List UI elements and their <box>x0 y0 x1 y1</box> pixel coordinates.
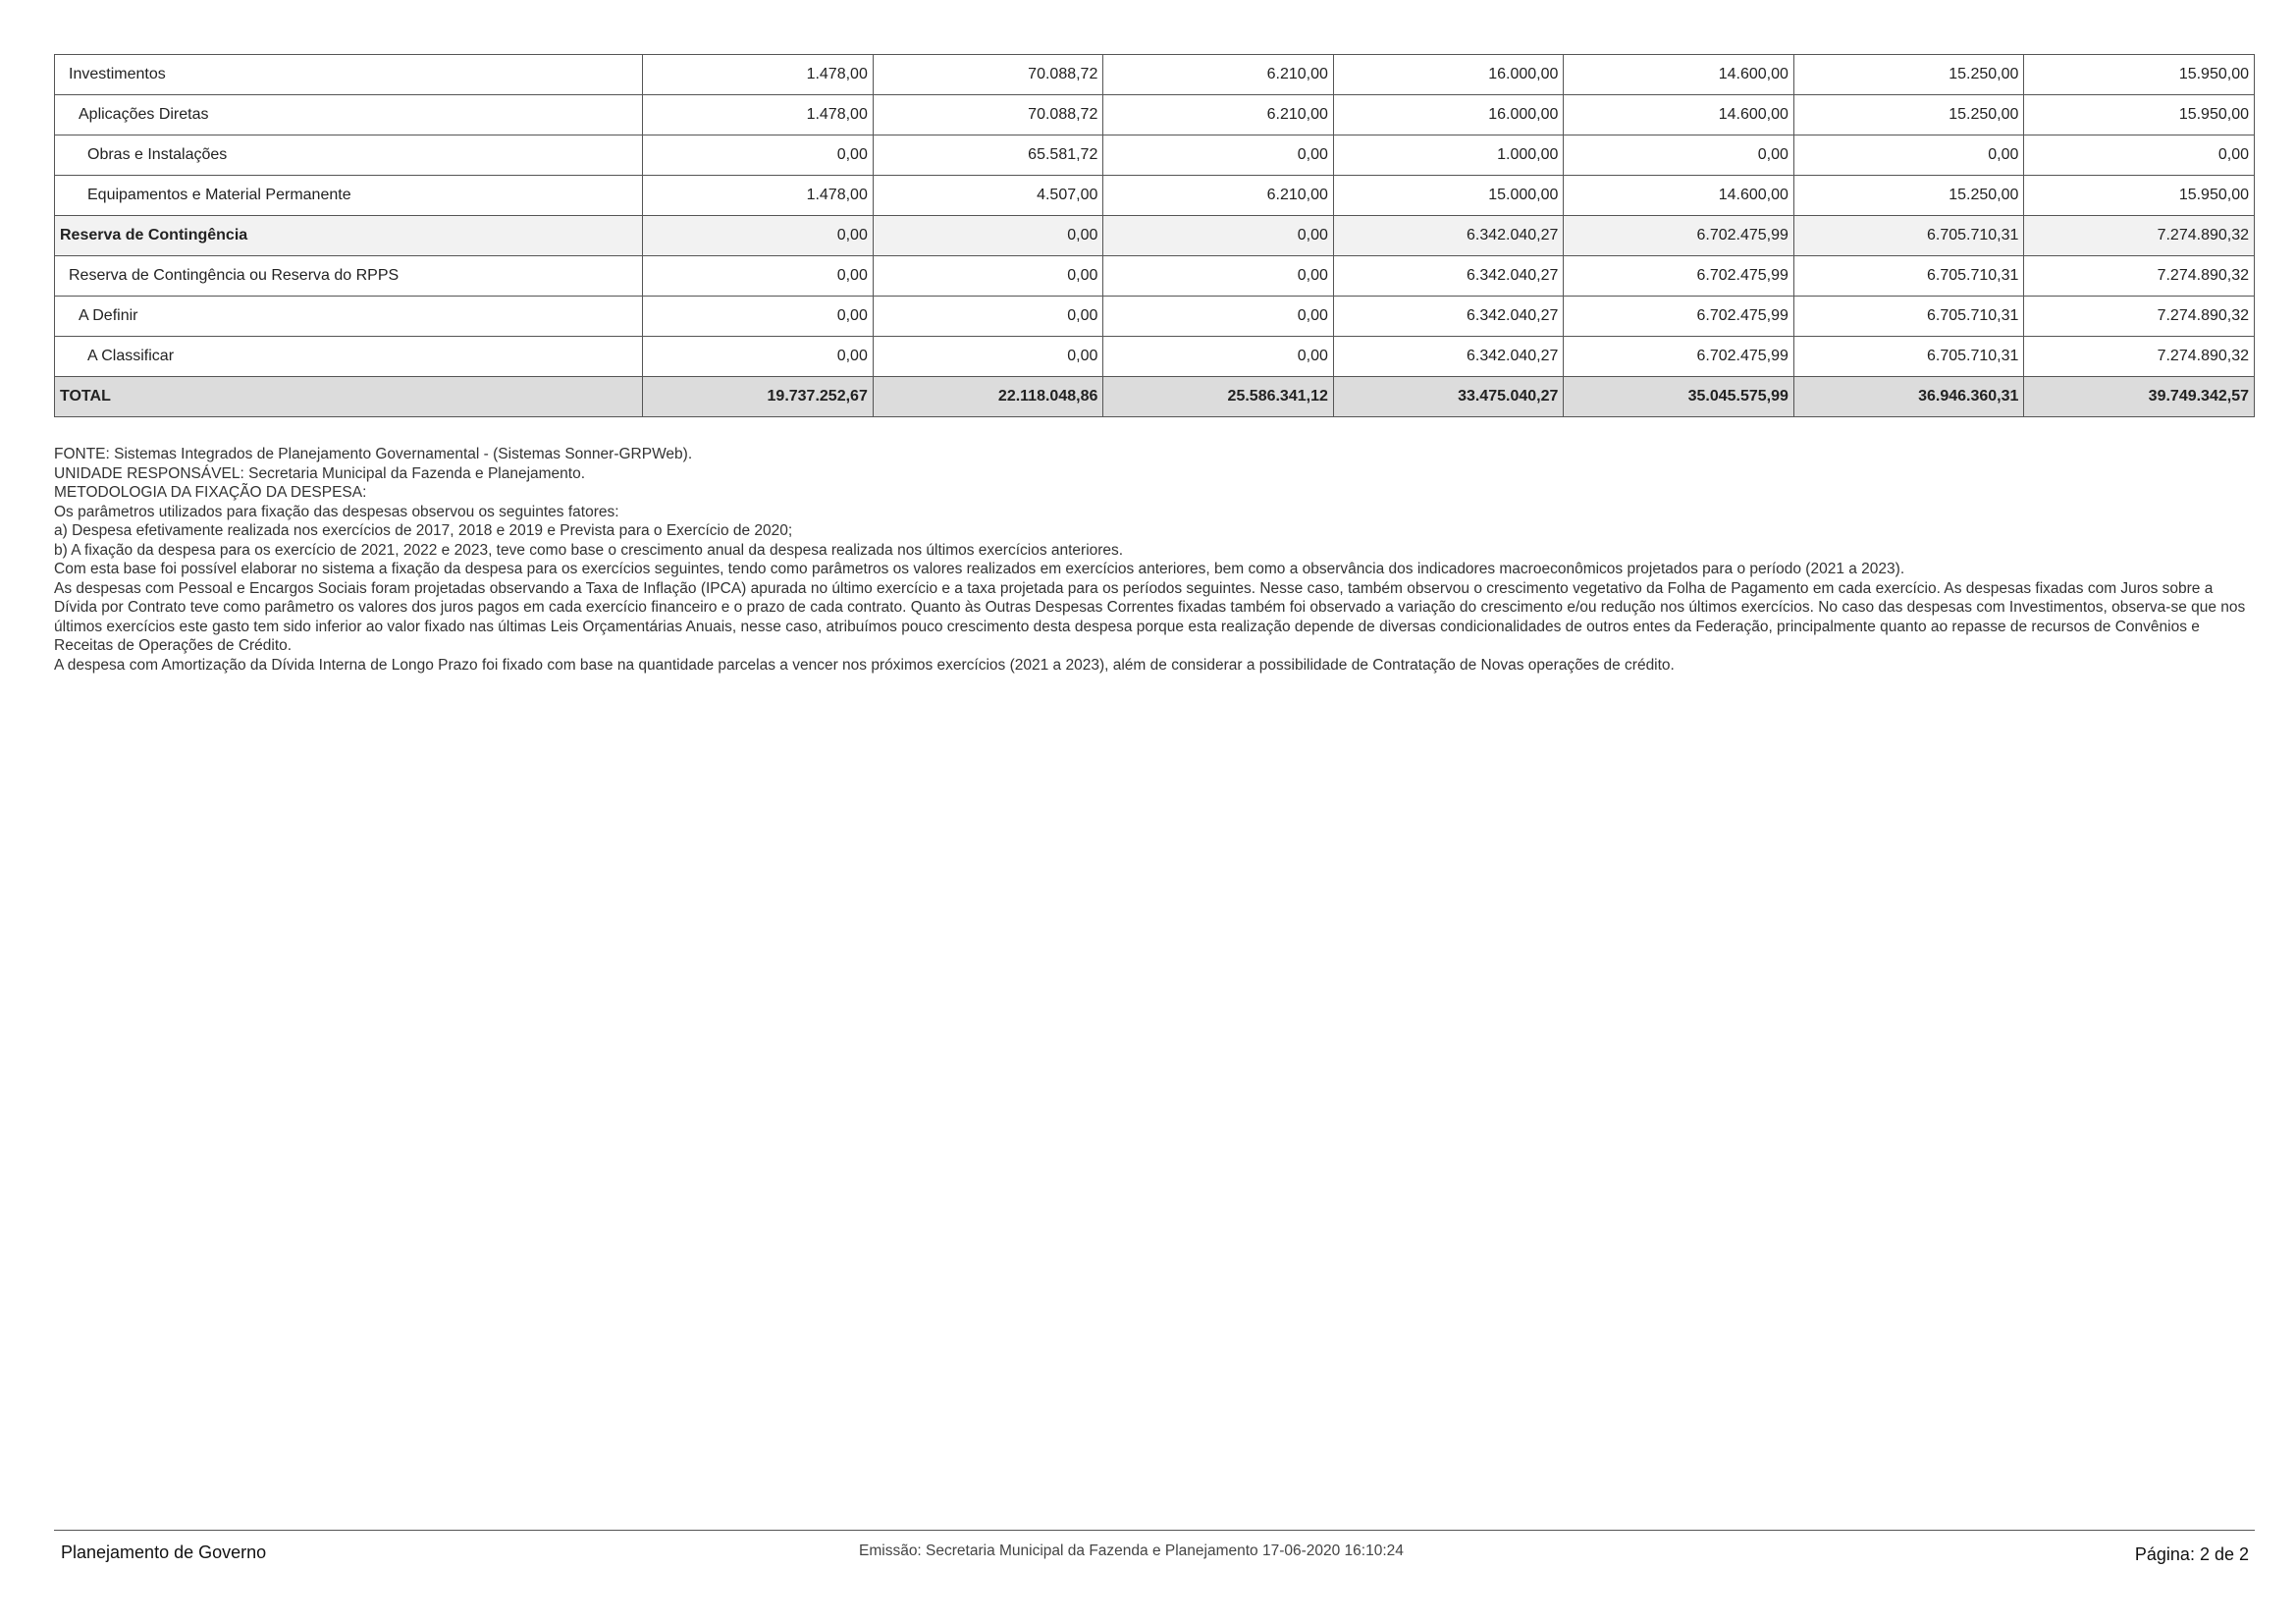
row-value: 15.950,00 <box>2024 95 2255 135</box>
row-value: 0,00 <box>1793 135 2024 176</box>
row-value: 0,00 <box>2024 135 2255 176</box>
note-line: FONTE: Sistemas Integrados de Planejamento Governamental - (Sistemas Sonner-GRPWeb). <box>54 446 693 462</box>
row-value: 0,00 <box>873 297 1103 337</box>
row-label: A Definir <box>55 297 643 337</box>
row-value: 6.702.475,99 <box>1564 216 1794 256</box>
row-value: 15.950,00 <box>2024 55 2255 95</box>
row-value: 0,00 <box>1103 135 1334 176</box>
row-value: 0,00 <box>1564 135 1794 176</box>
row-value: 14.600,00 <box>1564 55 1794 95</box>
row-value: 6.342.040,27 <box>1333 337 1564 377</box>
row-value: 36.946.360,31 <box>1793 377 2024 417</box>
footer-divider <box>54 1530 2255 1531</box>
row-value: 6.705.710,31 <box>1793 297 2024 337</box>
row-value: 1.478,00 <box>643 55 874 95</box>
note-line: METODOLOGIA DA FIXAÇÃO DA DESPESA: <box>54 484 367 501</box>
row-value: 0,00 <box>643 256 874 297</box>
row-value: 33.475.040,27 <box>1333 377 1564 417</box>
row-value: 70.088,72 <box>873 95 1103 135</box>
expense-table <box>54 54 2255 417</box>
footer-page-number: Página: 2 de 2 <box>2134 1544 2249 1564</box>
row-label: TOTAL <box>55 377 643 417</box>
note-line: UNIDADE RESPONSÁVEL: Secretaria Municipal da Fazenda e Planejamento. <box>54 464 586 482</box>
row-value: 0,00 <box>643 216 874 256</box>
row-label: Equipamentos e Material Permanente <box>55 176 643 216</box>
note-line: As despesas com Pessoal e Encargos Sociais foram projetadas observando a Taxa de Inflação (IPCA) apurada no último exercício e a taxa projetada para os períodos seguintes. Nesse caso, também observou o crescimento vegetativo da Folha de Pagamento em cada exercício. As despesas fixadas com Juros sobre a Dívida por Contrato teve como parâmetro os valores dos juros pagos em cada exercício financeiro e o prazo de cada contrato. Quanto às Outras Despesas Correntes fixadas também foi observado a variação do crescimento e/ou redução nos últimos exercícios. No caso das despesas com Investimentos, observa-se que nos últimos exercícios este gasto tem sido inferior ao valor fixado nas últimas Leis Orçamentárias Anuais, nesse caso, atribuímos pouco crescimento desta despesa porque esta realização depende de diversas condicionalidades de outros entes da Federação, principalmente quanto ao repasse de recursos de Convênios e Receitas de Operações de Crédito. <box>54 579 2246 654</box>
row-value: 6.210,00 <box>1103 55 1334 95</box>
row-value: 15.250,00 <box>1793 176 2024 216</box>
row-value: 0,00 <box>643 297 874 337</box>
row-value: 25.586.341,12 <box>1103 377 1334 417</box>
row-value: 6.210,00 <box>1103 95 1334 135</box>
methodology-notes <box>54 445 2258 675</box>
row-value: 0,00 <box>1103 256 1334 297</box>
row-label: Aplicações Diretas <box>55 95 643 135</box>
row-value: 0,00 <box>1103 216 1334 256</box>
row-value: 15.950,00 <box>2024 176 2255 216</box>
footer-report-title: Planejamento de Governo <box>61 1542 267 1562</box>
section-row <box>55 216 2255 256</box>
footer-emission-info: Emissão: Secretaria Municipal da Fazenda e Planejamento 17-06-2020 16:10:24 <box>859 1542 1404 1559</box>
table-row <box>55 95 2255 135</box>
note-line: Com esta base foi possível elaborar no sistema a fixação da despesa para os exercícios seguintes, tendo como parâmetros os valores realizados em exercícios anteriores, bem como a observância dos indicadores macroeconômicos projetados para o período (2021 a 2023). <box>54 561 1905 577</box>
table-row <box>55 256 2255 297</box>
row-value: 7.274.890,32 <box>2024 337 2255 377</box>
row-value: 0,00 <box>1103 297 1334 337</box>
row-value: 4.507,00 <box>873 176 1103 216</box>
row-value: 14.600,00 <box>1564 176 1794 216</box>
table-row <box>55 176 2255 216</box>
row-value: 16.000,00 <box>1333 55 1564 95</box>
row-value: 6.342.040,27 <box>1333 297 1564 337</box>
row-value: 22.118.048,86 <box>873 377 1103 417</box>
row-value: 6.702.475,99 <box>1564 297 1794 337</box>
expense-table-container <box>54 54 2255 417</box>
row-value: 6.705.710,31 <box>1793 216 2024 256</box>
row-value: 70.088,72 <box>873 55 1103 95</box>
note-line: Os parâmetros utilizados para fixação das despesas observou os seguintes fatores: <box>54 503 619 520</box>
row-value: 15.000,00 <box>1333 176 1564 216</box>
row-label: A Classificar <box>55 337 643 377</box>
row-label: Reserva de Contingência ou Reserva do RPPS <box>55 256 643 297</box>
row-value: 1.478,00 <box>643 95 874 135</box>
row-value: 0,00 <box>643 337 874 377</box>
row-value: 14.600,00 <box>1564 95 1794 135</box>
row-value: 0,00 <box>1103 337 1334 377</box>
table-row <box>55 135 2255 176</box>
row-value: 6.702.475,99 <box>1564 337 1794 377</box>
table-row <box>55 337 2255 377</box>
row-label: Obras e Instalações <box>55 135 643 176</box>
row-value: 35.045.575,99 <box>1564 377 1794 417</box>
row-value: 7.274.890,32 <box>2024 256 2255 297</box>
row-value: 19.737.252,67 <box>643 377 874 417</box>
row-value: 1.000,00 <box>1333 135 1564 176</box>
row-value: 65.581,72 <box>873 135 1103 176</box>
row-value: 6.342.040,27 <box>1333 216 1564 256</box>
expense-table-body <box>55 55 2255 417</box>
row-value: 7.274.890,32 <box>2024 297 2255 337</box>
row-value: 7.274.890,32 <box>2024 216 2255 256</box>
row-value: 6.342.040,27 <box>1333 256 1564 297</box>
row-value: 0,00 <box>873 256 1103 297</box>
row-value: 6.705.710,31 <box>1793 337 2024 377</box>
row-value: 15.250,00 <box>1793 95 2024 135</box>
row-value: 15.250,00 <box>1793 55 2024 95</box>
row-label: Investimentos <box>55 55 643 95</box>
row-value: 16.000,00 <box>1333 95 1564 135</box>
table-row <box>55 55 2255 95</box>
row-value: 6.702.475,99 <box>1564 256 1794 297</box>
row-value: 6.210,00 <box>1103 176 1334 216</box>
row-value: 0,00 <box>873 216 1103 256</box>
row-value: 1.478,00 <box>643 176 874 216</box>
total-row <box>55 377 2255 417</box>
row-value: 6.705.710,31 <box>1793 256 2024 297</box>
row-label: Reserva de Contingência <box>55 216 643 256</box>
row-value: 0,00 <box>873 337 1103 377</box>
row-value: 0,00 <box>643 135 874 176</box>
note-line: A despesa com Amortização da Dívida Interna de Longo Prazo foi fixado com base na quantidade parcelas a vencer nos próximos exercícios (2021 a 2023), além de considerar a possibilidade de Contratação de Novas operações de crédito. <box>54 656 1675 674</box>
note-line: b) A fixação da despesa para os exercício de 2021, 2022 e 2023, teve como base o crescimento anual da despesa realizada nos últimos exercícios anteriores. <box>54 541 1124 559</box>
row-value: 39.749.342,57 <box>2024 377 2255 417</box>
table-row <box>55 297 2255 337</box>
note-line: a) Despesa efetivamente realizada nos exercícios de 2017, 2018 e 2019 e Prevista para o Exercício de 2020; <box>54 522 793 539</box>
